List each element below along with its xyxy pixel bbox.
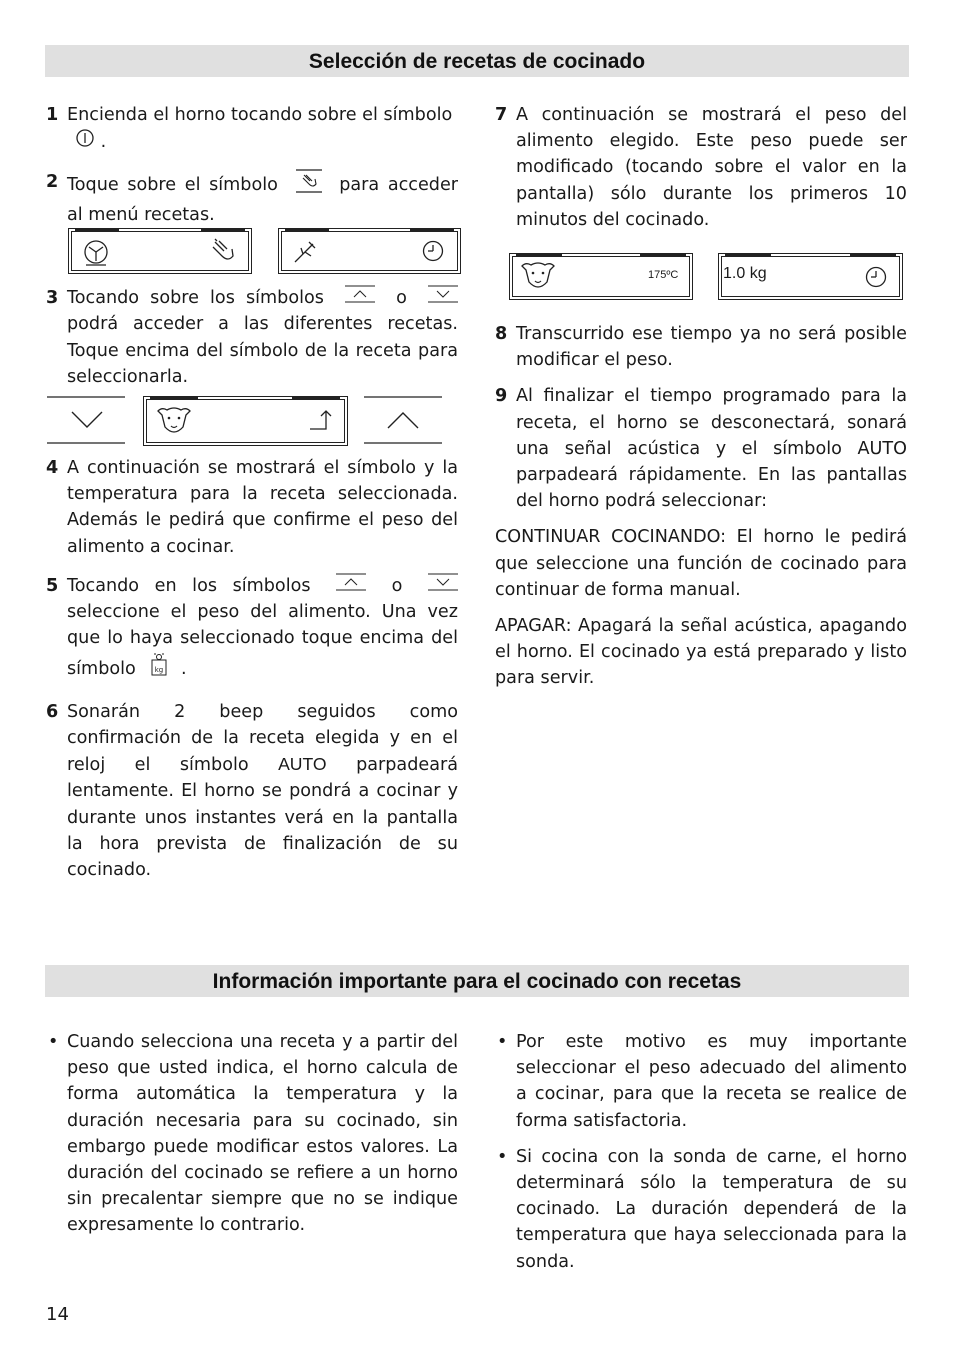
right-column: [495, 102, 907, 233]
svg-text:kg: kg: [155, 665, 164, 674]
hand-touch-icon: [295, 169, 323, 201]
oven-dial-icon[interactable]: [81, 237, 111, 267]
wrench-icon[interactable]: [291, 238, 321, 266]
step-2: 2 Toque sobre el símbolo para acceder al menú recetas.: [46, 169, 458, 227]
arrow-up-icon: [336, 573, 366, 599]
left-column: [46, 102, 458, 228]
power-icon: [75, 128, 95, 156]
step-3: 3 Tocando sobre los símbolos o podrá acceder a las diferentes recetas. Toque encima del símbolo de la receta para seleccionarla.: [46, 285, 458, 390]
step-1: 1 Encienda el horno tocando sobre el símbolo .: [46, 102, 458, 156]
option-continue: CONTINUAR COCINANDO: El horno le pedirá que seleccione una función de cocinado para continuar de forma manual.: [495, 527, 907, 600]
info-bullet: • Cuando selecciona una receta y a partir del peso que usted indica, el horno calcula de forma automática la temperatura y la duración necesaria para su cocinado, sin embargo puede modificar estos valores. La duración del cocinado se refiere a un horno sin precalentar siempre que no se indique expresamente lo contrario.: [46, 1029, 458, 1239]
step-number: 1: [46, 105, 59, 125]
info-bullet: • Por este motivo es muy importante seleccionar el peso adecuado del alimento a cocinar, para que la receta se realice de forma satisfactoria.: [495, 1029, 907, 1134]
step-4: 4 A continuación se mostrará el símbolo y la temperatura para la receta seleccionada. Además le pedirá que confirme el peso del alimento a cocinar.: [46, 458, 458, 557]
clock-icon[interactable]: [421, 239, 445, 263]
up-arrow-button[interactable]: [364, 396, 442, 444]
step-6: 6 Sonarán 2 beep seguidos como confirmación de la receta elegida y en el reloj el símbolo AUTO parpadeará lentamente. El horno se pondrá a cocinar y durante unos instantes verá en la pantalla la hora prevista de finalización de su cocinado.: [46, 701, 458, 880]
info-bullet: • Si cocina con la sonda de carne, el horno determinará sólo la temperatura de su cocinado. La duración dependerá de la temperatura que haya seleccionada para la sonda.: [495, 1144, 907, 1275]
bullet-mark: •: [48, 1032, 59, 1052]
temperature-value: 175ºC: [648, 269, 679, 281]
display-panel-recipe: [143, 396, 348, 446]
kg-weight-icon: [149, 652, 169, 686]
step-5: 5 Tocando en los símbolos o seleccione el peso del alimento. Una vez que lo haya seleccionado toque encima del símbolo kg .: [46, 573, 458, 686]
down-arrow-button[interactable]: [47, 396, 125, 444]
bullet-mark: •: [497, 1032, 508, 1052]
bullet-mark: •: [497, 1146, 508, 1167]
hand-touch-icon[interactable]: [207, 236, 241, 268]
option-off: APAGAR: Apagará la señal acústica, apagando el horno. El cocinado ya está preparado y listo para servir.: [495, 616, 907, 689]
lamb-icon[interactable]: [154, 403, 194, 439]
section-title-recipes: Selección de recetas de cocinado: [45, 45, 909, 77]
weight-value[interactable]: 1.0 kg: [723, 265, 767, 282]
auto-label: AUTO: [278, 754, 327, 775]
step-8: 8 Transcurrido ese tiempo ya no será posible modificar el peso.: [495, 324, 907, 371]
clock-icon[interactable]: [864, 265, 888, 289]
info-right-column: [495, 1029, 907, 1275]
step-9: 9 Al finalizar el tiempo programado para la receta, el horno se desconectará, sonará una señal acústica y el símbolo AUTO parpadeará rápidamente. En las pantallas del horno podrá seleccionar:: [495, 386, 907, 512]
display-panel-temperature: [509, 253, 693, 300]
arrow-down-icon: [428, 285, 458, 311]
section-title-info: Información importante para el cocinado con recetas: [45, 965, 909, 997]
arrow-up-icon: [345, 285, 375, 311]
step-7: 7 A continuación se mostrará el peso del alimento elegido. Este peso puede ser modificado (tocando sobre el valor en la pantalla) sólo durante los primeros 10 minutos del cocinado.: [495, 105, 907, 230]
lamb-icon[interactable]: [518, 258, 558, 294]
display-panel-weight: [718, 253, 903, 300]
display-panel-menu: [68, 228, 252, 274]
confirm-arrow-icon[interactable]: [306, 405, 336, 435]
page-number: 14: [46, 1304, 69, 1325]
info-left-column: [46, 1029, 458, 1239]
arrow-down-icon: [428, 573, 458, 599]
display-panel-timer: [278, 228, 461, 274]
